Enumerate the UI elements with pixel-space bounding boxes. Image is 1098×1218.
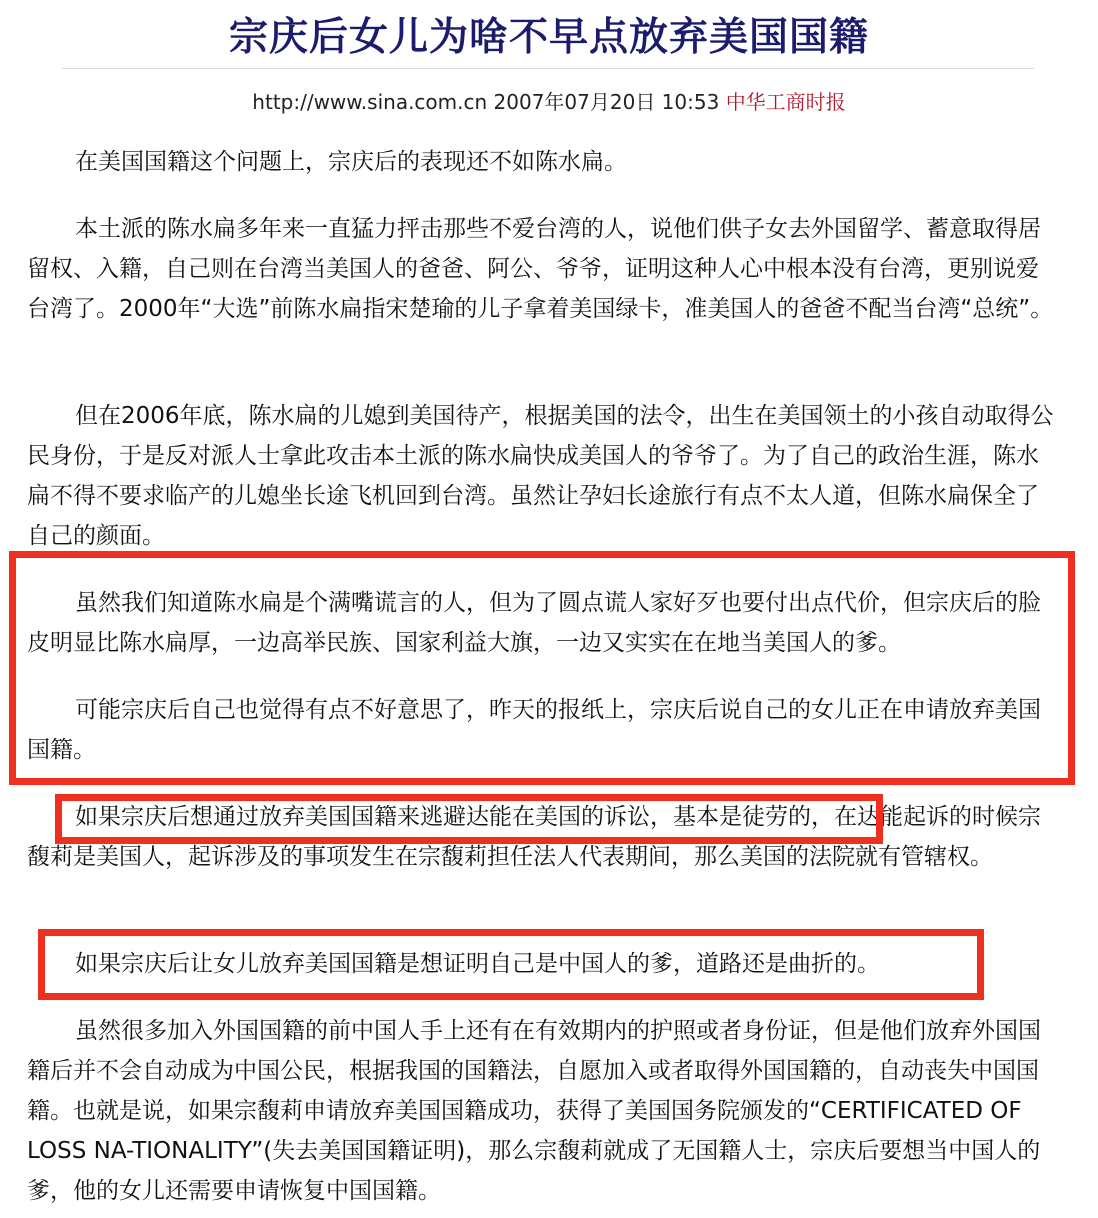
byline	[0, 87, 1098, 117]
article-title: 宗庆后女儿为啥不早点放弃美国国籍	[228, 15, 869, 60]
title-divider	[62, 68, 1034, 69]
paragraph-8: 虽然很多加入外国国籍的前中国人手上还有在有效期内的护照或者身份证，但是他们放弃外国国籍后并不会自动成为中国公民，根据我国的国籍法，自愿加入或者取得外国国籍的，自动丧失中国国籍。也就是说，如果宗馥莉申请放弃美国国籍成功，获得了美国国务院颁发的“CERTIFICATED OF LOSS NA-TIONALITY”(失去美国国籍证明)，那么宗馥莉就成了无国籍人士，宗庆后要想当中国人的爹，他的女儿还需要申请恢复中国国籍。	[27, 1018, 1041, 1204]
paragraph-6: 如果宗庆后想通过放弃美国国籍来逃避达能在美国的诉讼，基本是徒劳的，在达能起诉的时候宗馥莉是美国人，起诉涉及的事项发生在宗馥莉担任法人代表期间，那么美国的法院就有管辖权。	[27, 804, 1041, 870]
paragraph-1: 在美国国籍这个问题上，宗庆后的表现还不如陈水扁。	[75, 149, 627, 175]
paragraph-3: 但在2006年底，陈水扁的儿媳到美国待产，根据美国的法令，出生在美国领土的小孩自动取得公民身份，于是反对派人士拿此攻击本土派的陈水扁快成美国人的爷爷了。为了自己的政治生涯，陈水扁不得不要求临产的儿媳坐长途飞机回到台湾。虽然让孕妇长途旅行有点不太人道，但陈水扁保全了自己的颜面。	[27, 403, 1054, 549]
byline-url: http://www.sina.com.cn	[252, 90, 488, 114]
byline-datetime: 2007年07月20日 10:53	[493, 90, 720, 114]
byline-source-link[interactable]: 中华工商时报	[725, 90, 846, 114]
paragraph-7: 如果宗庆后让女儿放弃美国国籍是想证明自己是中国人的爹，道路还是曲折的。	[75, 951, 880, 977]
paragraph-2: 本土派的陈水扁多年来一直猛力抨击那些不爱台湾的人，说他们供子女去外国留学、蓄意取得居留权、入籍，自己则在台湾当美国人的爸爸、阿公、爷爷，证明这种人心中根本没有台湾，更别说爱台湾了。2000年“大选”前陈水扁指宋楚瑜的儿子拿着美国绿卡，准美国人的爸爸不配当台湾“总统”。	[27, 216, 1054, 322]
paragraph-4: 虽然我们知道陈水扁是个满嘴谎言的人，但为了圆点谎人家好歹也要付出点代价，但宗庆后的脸皮明显比陈水扁厚，一边高举民族、国家利益大旗，一边又实实在在地当美国人的爹。	[27, 590, 1041, 656]
paragraph-5: 可能宗庆后自己也觉得有点不好意思了，昨天的报纸上，宗庆后说自己的女儿正在申请放弃美国国籍。	[27, 697, 1041, 763]
